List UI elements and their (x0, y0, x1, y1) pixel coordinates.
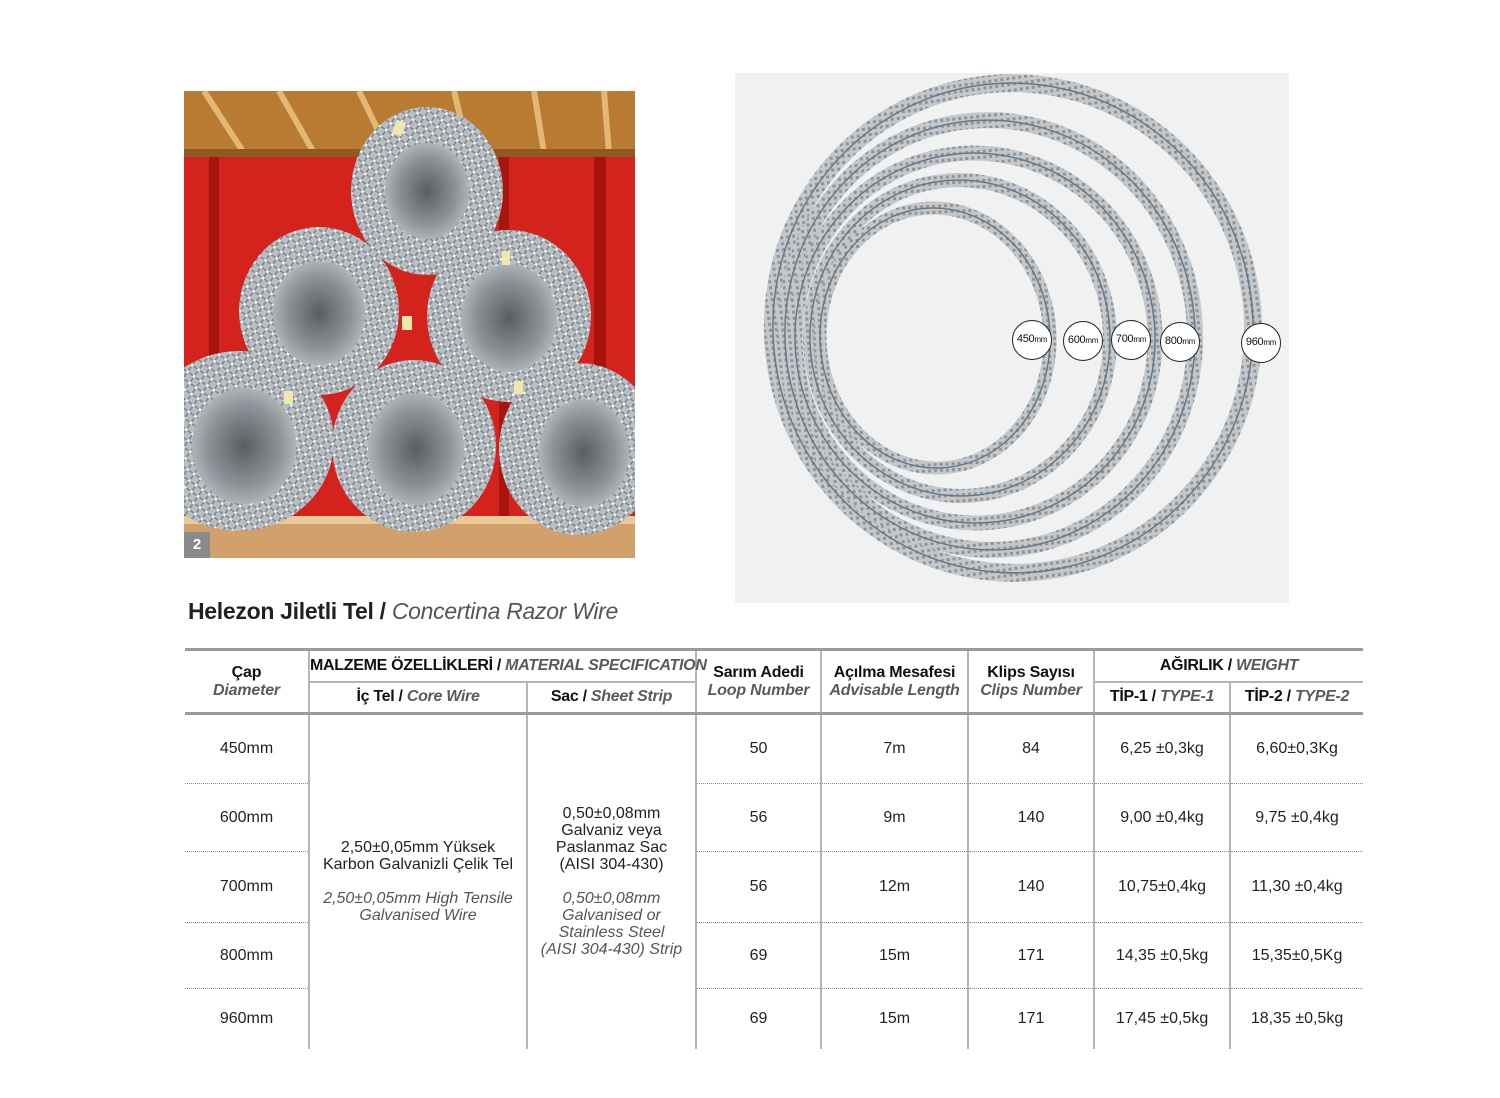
cell-type1: 14,35 ±0,5kg (1094, 923, 1230, 989)
spec-table (185, 648, 1363, 1049)
cell-type2: 15,35±0,5Kg (1230, 923, 1363, 989)
cell-clips: 171 (968, 923, 1094, 989)
ring-label-700: 700mm (1111, 320, 1151, 360)
cell-diameter: 600mm (185, 784, 309, 852)
cell-diameter: 700mm (185, 852, 309, 923)
header-type-1: TİP-1 / TYPE-1 (1094, 682, 1230, 714)
cell-loops: 69 (696, 989, 821, 1049)
header-type-2: TİP-2 / TYPE-2 (1230, 682, 1363, 714)
header-material: MALZEME ÖZELLİKLERİ / MATERIAL SPECIFICATION (309, 650, 696, 682)
cell-loops: 56 (696, 852, 821, 923)
cell-type2: 11,30 ±0,4kg (1230, 852, 1363, 923)
cell-clips: 171 (968, 989, 1094, 1049)
photo-number-badge: 2 (184, 532, 210, 558)
cell-loops: 69 (696, 923, 821, 989)
cell-diameter: 450mm (185, 714, 309, 784)
cell-diameter: 800mm (185, 923, 309, 989)
product-title: Helezon Jiletli Tel / Concertina Razor Wire (188, 598, 619, 624)
cell-type1: 17,45 ±0,5kg (1094, 989, 1230, 1049)
header-sheet-strip: Sac / Sheet Strip (527, 682, 696, 714)
cell-type1: 6,25 ±0,3kg (1094, 714, 1230, 784)
cell-loops: 50 (696, 714, 821, 784)
cell-diameter: 960mm (219, 1009, 274, 1027)
header-loop-number: Sarım Adedi Loop Number (696, 650, 821, 714)
coils-illustration (184, 91, 635, 558)
cell-type2: 18,35 ±0,5kg (1230, 989, 1363, 1049)
header-core-wire: İç Tel / Core Wire (309, 682, 527, 714)
cell-length: 15m (821, 923, 968, 989)
cell-type1: 10,75±0,4kg (1094, 852, 1230, 923)
cell-length: 12m (821, 852, 968, 923)
header-clips-number: Klips Sayısı Clips Number (968, 650, 1094, 714)
ring-label-800: 800mm (1160, 322, 1200, 362)
sheet-strip-spec: 0,50±0,08mm Galvaniz veya Paslanmaz Sac (AISI 304-430) 0,50±0,08mm Galvanised or Stainless Steel (AISI 304-430) Strip (527, 714, 696, 1049)
cell-loops: 56 (696, 784, 821, 852)
cell-type2: 9,75 ±0,4kg (1230, 784, 1363, 852)
cell-length: 7m (821, 714, 968, 784)
cell-type2: 6,60±0,3Kg (1230, 714, 1363, 784)
ring-label-960: 960mm (1241, 323, 1281, 363)
cell-clips: 140 (968, 784, 1094, 852)
header-advisable-length: Açılma Mesafesi Advisable Length (821, 650, 968, 714)
ring-label-600: 600mm (1063, 321, 1103, 361)
core-wire-spec: 2,50±0,05mm Yüksek Karbon Galvanizli Çelik Tel 2,50±0,05mm High Tensile Galvanised Wire (309, 714, 527, 1049)
ring-label-450: 450mm (1012, 320, 1052, 360)
coils-photo (184, 91, 635, 558)
table-row (185, 714, 1363, 784)
cell-type1: 9,00 ±0,4kg (1094, 784, 1230, 852)
rings-photo (735, 73, 1289, 603)
header-diameter: Çap Diameter (185, 650, 309, 714)
cell-length: 9m (821, 784, 968, 852)
cell-length: 15m (821, 989, 968, 1049)
product-title-en: Concertina Razor Wire (391, 598, 619, 624)
cell-clips: 140 (968, 852, 1094, 923)
product-title-tr: Helezon Jiletli Tel (188, 598, 374, 624)
header-weight: AĞIRLIK / WEIGHT (1094, 650, 1363, 682)
cell-clips: 84 (968, 714, 1094, 784)
